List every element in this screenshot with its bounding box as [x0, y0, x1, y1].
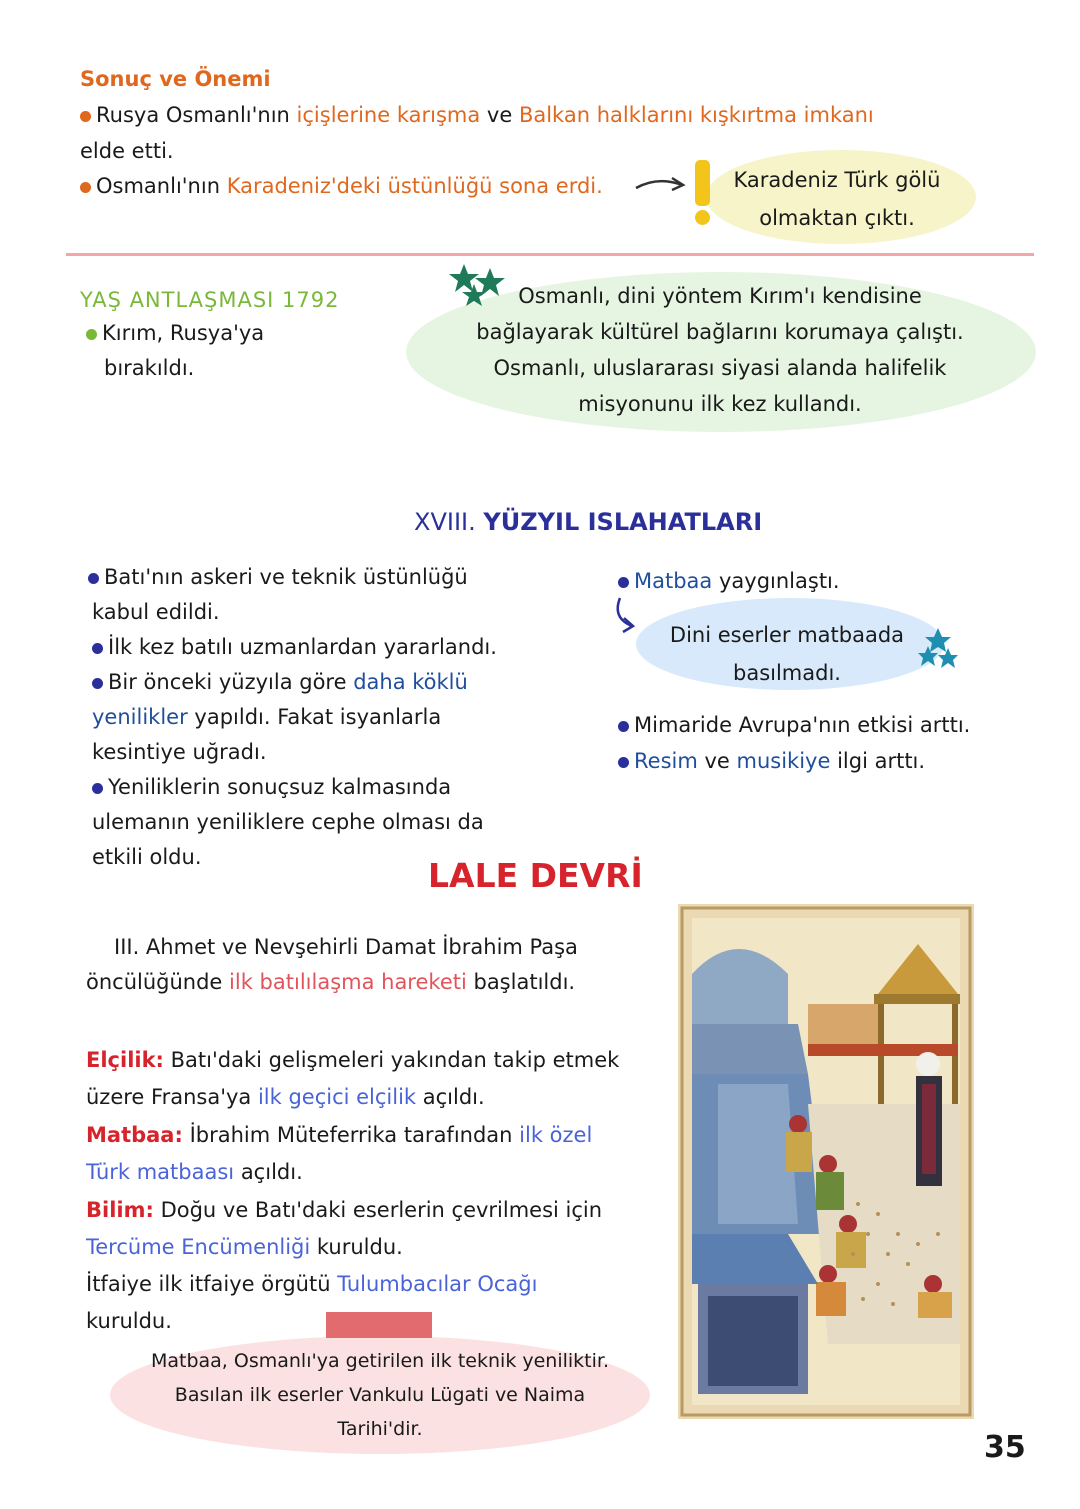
islahat-right-bullet-3: Resim ve musikiye ilgi arttı.	[618, 746, 925, 776]
lale-elcilik-cont: üzere Fransa'ya ilk geçici elçilik açıldı.	[86, 1085, 485, 1109]
lale-intro-line-2: öncülüğünde ilk batılılaşma hareketi başlatıldı.	[86, 970, 576, 994]
islahat-left-bullet-3-cont: yenilikler yapıldı. Fakat isyanlarla	[92, 705, 442, 729]
islahat-right-bullet-2: Mimaride Avrupa'nın etkisi arttı.	[618, 710, 970, 740]
bullet-dot-icon	[80, 111, 91, 122]
sonuc-bullet-1: Rusya Osmanlı'nın içişlerine karışma ve Balkan halklarını kışkırtma imkanı	[80, 100, 874, 130]
lale-itfaiye-cont: kuruldu.	[86, 1309, 172, 1333]
sonuc-heading: Sonuç ve Önemi	[80, 67, 271, 91]
islahat-title: XVIII. YÜZYIL ISLAHATLARI	[414, 508, 763, 536]
sonuc-bullet-1-cont: elde etti.	[80, 139, 174, 163]
yas-bullet-1: Kırım, Rusya'ya	[86, 318, 264, 348]
bullet-dot-icon	[88, 573, 99, 584]
islahat-left-bullet-2: İlk kez batılı uzmanlardan yararlandı.	[92, 632, 497, 662]
lale-title: LALE DEVRİ	[428, 856, 643, 895]
islahat-left-bullet-4: Yeniliklerin sonuçsuz kalmasında	[92, 772, 451, 802]
yas-title: YAŞ ANTLAŞMASI 1792	[80, 288, 340, 312]
islahat-left-bullet-4-cont: ulemanın yeniliklere cephe olması da	[92, 810, 484, 834]
bullet-dot-icon	[80, 182, 91, 193]
islahat-left-bullet-1: Batı'nın askeri ve teknik üstünlüğü	[88, 562, 468, 592]
tape-decoration	[326, 1312, 432, 1338]
exclamation-dot	[695, 210, 710, 225]
exclamation-icon	[695, 160, 710, 206]
arrow-right-icon	[632, 172, 688, 196]
lale-itfaiye: İtfaiye ilk itfaiye örgütü Tulumbacılar Ocağı	[86, 1272, 538, 1296]
curved-arrow-icon	[610, 596, 646, 636]
islahat-right-bullet-1: Matbaa yaygınlaştı.	[618, 566, 840, 596]
bullet-dot-icon	[92, 783, 103, 794]
section-divider	[66, 253, 1034, 256]
bullet-dot-icon	[618, 757, 629, 768]
lale-bilim-cont: Tercüme Encümenliği kuruldu.	[86, 1235, 403, 1259]
lale-elcilik: Elçilik: Batı'daki gelişmeleri yakından takip etmek	[86, 1048, 620, 1072]
bullet-dot-icon	[618, 721, 629, 732]
ottoman-miniature-illustration	[678, 904, 974, 1419]
bullet-dot-icon	[92, 678, 103, 689]
sonuc-note: Karadeniz Türk gölü olmaktan çıktı.	[733, 168, 941, 230]
lale-matbaa-cont: Türk matbaası açıldı.	[86, 1160, 303, 1184]
islahat-left-bullet-4-cont2: etkili oldu.	[92, 845, 202, 869]
bullet-dot-icon	[618, 577, 629, 588]
islahat-left-bullet-1-cont: kabul edildi.	[92, 600, 220, 624]
lale-intro-line-1: III. Ahmet ve Nevşehirli Damat İbrahim Paşa	[114, 935, 578, 959]
lale-matbaa: Matbaa: İbrahim Müteferrika tarafından ilk özel	[86, 1123, 593, 1147]
bullet-dot-icon	[86, 329, 97, 340]
yas-bullet-1-cont: bırakıldı.	[104, 356, 195, 380]
islahat-left-bullet-3: Bir önceki yüzyıla göre daha köklü	[92, 667, 468, 697]
page-number: 35	[984, 1430, 1026, 1465]
lale-bilim: Bilim: Doğu ve Batı'daki eserlerin çevrilmesi için	[86, 1198, 603, 1222]
star-icon	[918, 626, 958, 670]
islahat-left-bullet-3-cont2: kesintiye uğradı.	[92, 740, 267, 764]
islahat-note: Dini eserler matbaada basılmadı.	[669, 623, 905, 685]
sonuc-bullet-2: Osmanlı'nın Karadeniz'deki üstünlüğü sona erdi.	[80, 171, 603, 201]
lale-note: Matbaa, Osmanlı'ya getirilen ilk teknik yeniliktir. Basılan ilk eserler Vankulu Lügati ve Naima Tarihi'dir.	[150, 1350, 610, 1440]
yas-note: Osmanlı, dini yöntem Kırım'ı kendisine bağlayarak kültürel bağlarını korumaya çalıştı. Osmanlı, uluslararası siyasi alanda halifelik misyonunu ilk kez kullandı.	[476, 284, 964, 416]
bullet-dot-icon	[92, 643, 103, 654]
